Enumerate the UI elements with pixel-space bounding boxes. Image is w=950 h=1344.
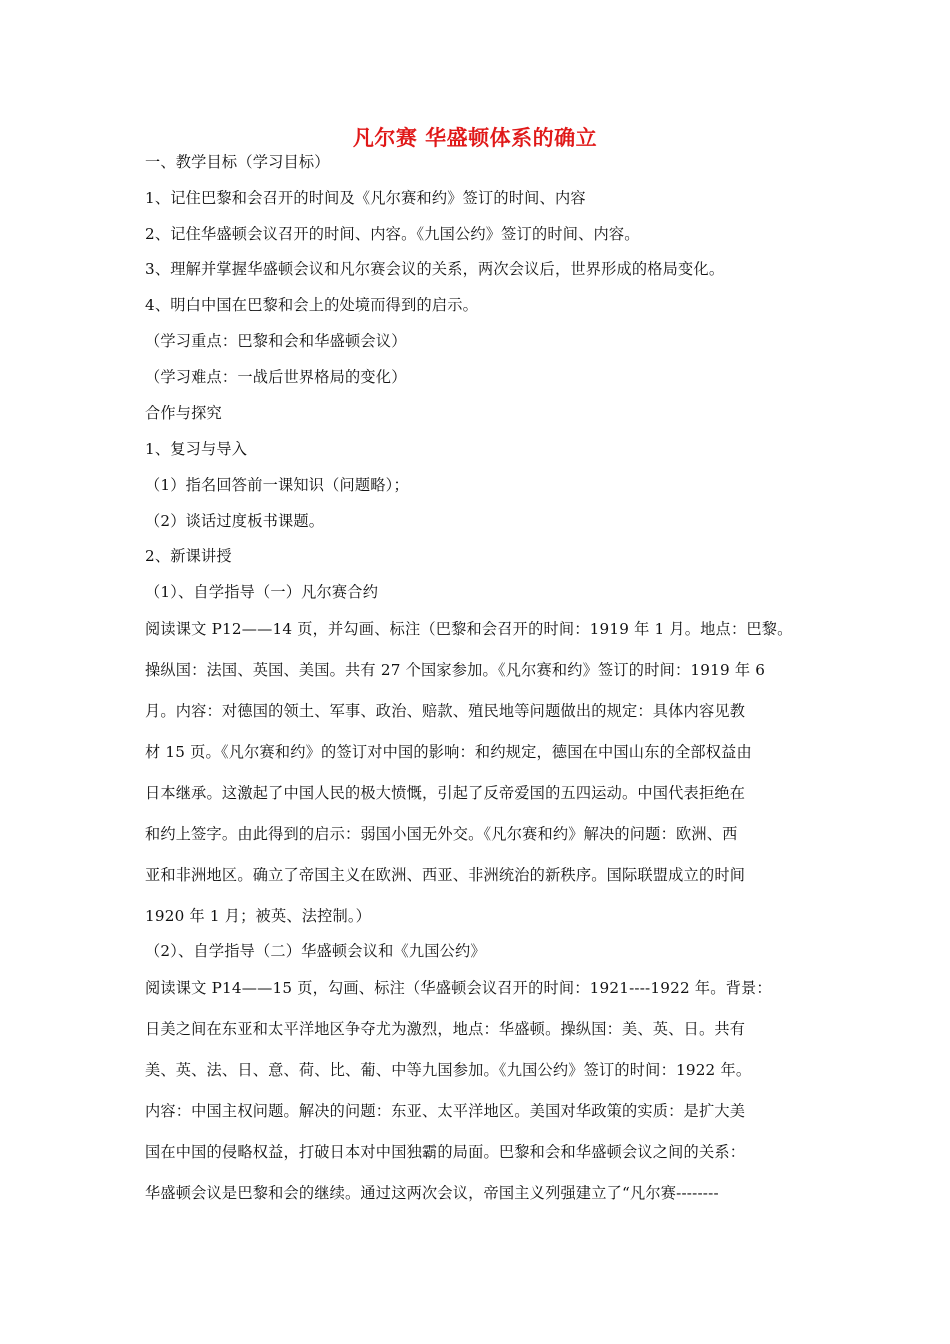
paragraph-line: 阅读课文 P14——15 页，勾画、标注（华盛顿会议召开的时间：1921----1922 年。背景： [145, 979, 772, 997]
paragraph-line: 月。内容：对德国的领土、军事、政治、赔款、殖民地等问题做出的规定：具体内容见教 [145, 702, 746, 720]
step-review-1: （1）指名回答前一课知识（问题略）； [145, 476, 409, 494]
paragraph-line: 亚和非洲地区。确立了帝国主义在欧洲、西亚、非洲统治的新秩序。国际联盟成立的时间 [145, 866, 746, 884]
objective-1: 1、记住巴黎和会召开的时间及《凡尔赛和约》签订的时间、内容 [145, 189, 586, 207]
paragraph-line: 材 15 页。《凡尔赛和约》的签订对中国的影响：和约规定，德国在中国山东的全部权益由 [145, 743, 752, 761]
paragraph-line: 1920 年 1 月；被英、法控制。） [145, 907, 372, 925]
guide-1-heading: （1）、自学指导（一）凡尔赛合约 [145, 583, 379, 601]
document-title: 凡尔赛 华盛顿体系的确立 [352, 125, 598, 150]
difficult-point: （学习难点：一战后世界格局的变化） [145, 368, 407, 386]
paragraph-line: 和约上签字。由此得到的启示：弱国小国无外交。《凡尔赛和约》解决的问题：欧洲、西 [145, 825, 738, 843]
paragraph-line: 阅读课文 P12——14 页，并勾画、标注（巴黎和会召开的时间：1919 年 1 月。地点：巴黎。 [145, 620, 793, 638]
step-review-2: （2）谈话过度板书课题。 [145, 512, 325, 530]
objective-2: 2、记住华盛顿会议召开的时间、内容。《九国公约》签订的时间、内容。 [145, 225, 640, 243]
paragraph-line: 国在中国的侵略权益，打破日本对中国独霸的局面。巴黎和会和华盛顿会议之间的关系： [145, 1143, 746, 1161]
paragraph-line: 华盛顿会议是巴黎和会的继续。通过这两次会议，帝国主义列强建立了“凡尔赛-------- [145, 1184, 719, 1202]
key-point: （学习重点：巴黎和会和华盛顿会议） [145, 332, 407, 350]
step-new-lesson: 2、新课讲授 [145, 547, 232, 565]
paragraph-line: 日本继承。这激起了中国人民的极大愤慨，引起了反帝爱国的五四运动。中国代表拒绝在 [145, 784, 746, 802]
objective-4: 4、明白中国在巴黎和会上的处境而得到的启示。 [145, 296, 479, 314]
section-heading-cooperation: 合作与探究 [145, 404, 222, 422]
paragraph-line: 日美之间在东亚和太平洋地区争夺尤为激烈，地点：华盛顿。操纵国：美、英、日。共有 [145, 1020, 746, 1038]
objective-3: 3、理解并掌握华盛顿会议和凡尔赛会议的关系，两次会议后，世界形成的格局变化。 [145, 260, 725, 278]
paragraph-line: 操纵国：法国、英国、美国。共有 27 个国家参加。《凡尔赛和约》签订的时间：1919 年 6 [145, 661, 766, 679]
paragraph-line: 内容：中国主权问题。解决的问题：东亚、太平洋地区。美国对华政策的实质：是扩大美 [145, 1102, 746, 1120]
step-review: 1、复习与导入 [145, 440, 248, 458]
section-heading-objectives: 一、教学目标（学习目标） [145, 153, 330, 171]
paragraph-line: 美、英、法、日、意、荷、比、葡、中等九国参加。《九国公约》签订的时间：1922 年。 [145, 1061, 752, 1079]
guide-2-heading: （2）、自学指导（二）华盛顿会议和《九国公约》 [145, 942, 486, 960]
